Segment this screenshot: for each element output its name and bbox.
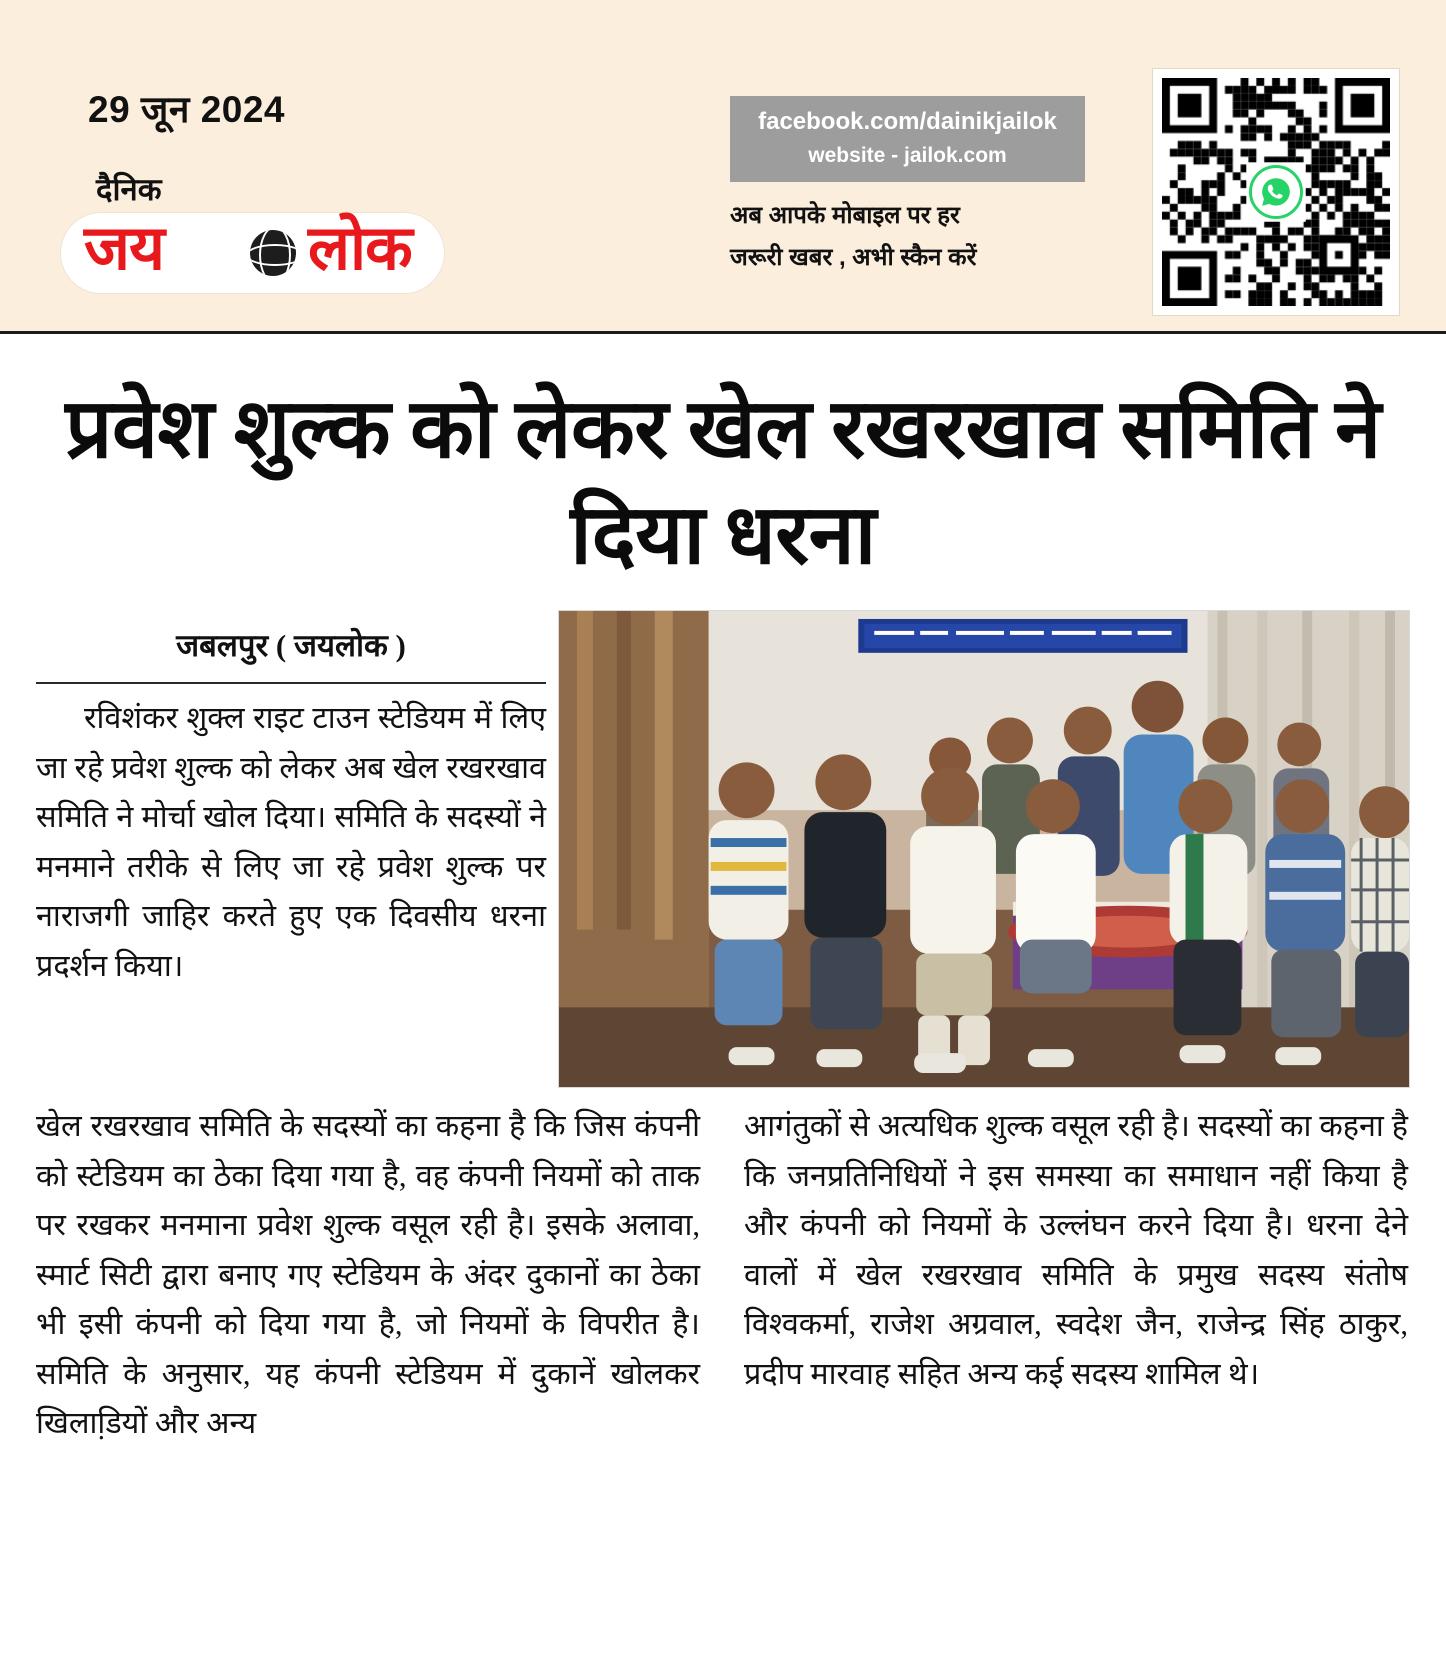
column-left: [36, 1102, 700, 1450]
body-paragraph-left: खेल रखरखाव समिति के सदस्यों का कहना है कि जिस कंपनी को स्टेडियम का ठेका दिया गया है, वह कंपनी नियमों को ताक पर रखकर मनमाना प्रवेश शुल्क वसूल रही है। इसके अलावा, स्मार्ट सिटी द्वारा बनाए गए स्टेडियम के अंदर दुकानों का ठेका भी इसी कंपनी को दिया गया है, जो नियमों के विपरीत है। समिति के अनुसार, यह कंपनी स्टेडियम में दुकानें खोलकर खिलाडि़यों और अन्य: [36, 1109, 700, 1440]
scan-instruction: [730, 195, 1090, 279]
social-links-box[interactable]: [730, 96, 1085, 182]
photo-illustration: [559, 611, 1409, 1087]
scan-line-2: जरूरी खबर , अभी स्कैन करें: [730, 244, 977, 271]
column-right: [744, 1102, 1408, 1450]
qr-code-icon[interactable]: [1152, 68, 1400, 316]
article-body: [36, 610, 1410, 1660]
intro-column: [36, 610, 546, 992]
body-paragraph-right: आगंतुकों से अत्यधिक शुल्क वसूल रही है। सदस्यों का कहना है कि जनप्रतिनिधियों ने इस समस्या का समाधान नहीं किया है और कंपनी को नियमों के उल्लंघन करने दिया है। धरना देने वालों में खेल रखरखाव समिति के प्रमुख सदस्य संतोष विश्वकर्मा, राजेश अग्रवाल, स्वदेश जैन, राजेन्द्र सिंह ठाकुर, प्रदीप मारवाह सहित अन्य कई सदस्य शामिल थे।: [744, 1109, 1408, 1391]
intro-paragraph: रविशंकर शुक्ल राइट टाउन स्टेडियम में लिए जा रहे प्रवेश शुल्क को लेकर अब खेल रखरखाव समिति ने मोर्चा खोल दिया। समिति के सदस्यों ने मनमाने तरीके से लिए जा रहे प्रवेश शुल्क पर नाराजगी जाहिर करते हुए एक दिवसीय धरना प्रदर्शन किया।: [36, 701, 546, 983]
page-title: प्रवेश शुल्क को लेकर खेल रखरखाव समिति ने दिया धरना: [65, 383, 1381, 582]
facebook-link[interactable]: facebook.com/dainikjailok: [758, 108, 1057, 135]
news-photo: [558, 610, 1410, 1088]
website-link[interactable]: website - jailok.com: [808, 144, 1007, 167]
logo-word-left: जय: [84, 214, 164, 283]
whatsapp-icon: [1249, 165, 1303, 219]
dateline: जबलपुर ( जयलोक ): [36, 610, 546, 684]
scan-line-1: अब आपके मोबाइल पर हर: [730, 202, 960, 229]
logo-kicker: दैनिक: [96, 172, 162, 207]
newspaper-logo: [60, 168, 460, 298]
masthead-band: [0, 0, 1446, 334]
globe-icon: [250, 230, 296, 276]
logo-word-right: लोक: [308, 214, 412, 283]
publication-date: 29 जून 2024: [88, 89, 286, 130]
lower-columns: [36, 1102, 1410, 1450]
